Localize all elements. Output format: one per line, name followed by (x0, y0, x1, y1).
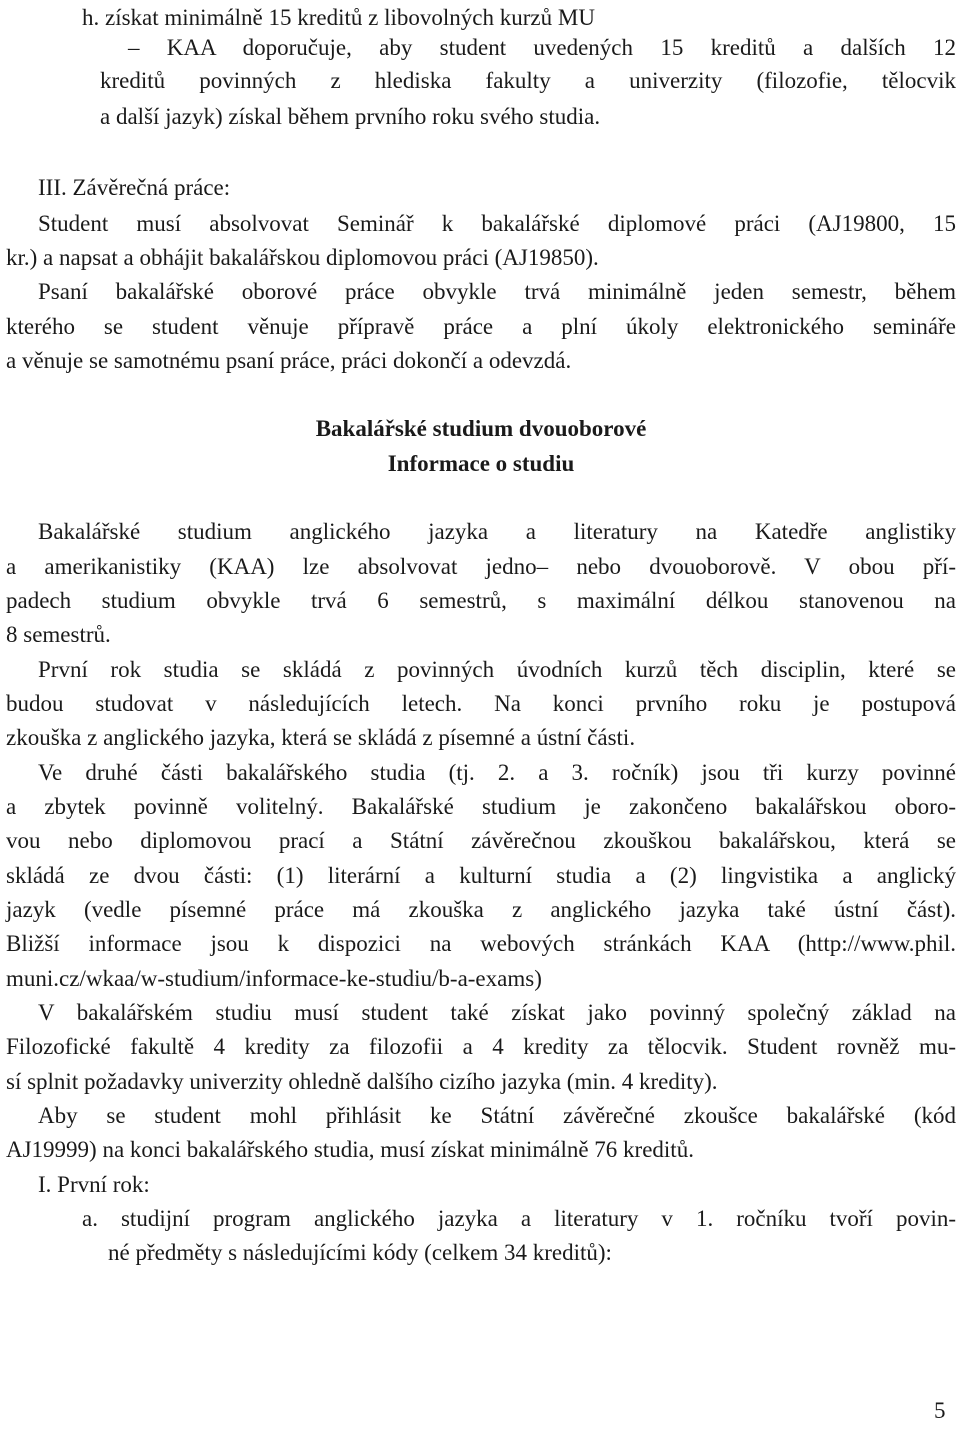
body-line-19: AJ19999) na konci bakalářského studia, musí získat minimálně 76 kreditů. (6, 1137, 694, 1162)
body-line-10: vou nebo diplomovou prací a Státní závěrečnou zkouškou bakalářskou, která se (6, 828, 956, 853)
body-line-4: 8 semestrů. (6, 622, 111, 647)
section-iii-line-4: kterého se student věnuje přípravě práce a plní úkoly elektronického semináře (6, 314, 956, 339)
body-line-18: Aby se student mohl přihlásit ke Státní závěrečné zkoušce bakalářské (kód (38, 1103, 956, 1128)
kaa-note-line-2: kreditů povinných z hlediska fakulty a univerzity (filozofie, tělocvik (100, 68, 956, 93)
list-item-h: h. získat minimálně 15 kreditů z libovolných kurzů MU (82, 5, 595, 30)
kaa-note-line-3: a další jazyk) získal během prvního roku svého studia. (100, 104, 601, 129)
first-year-heading: I. První rok: (38, 1172, 150, 1197)
first-year-item-a-line-2: né předměty s následujícími kódy (celkem 34 kreditů): (108, 1240, 612, 1265)
first-year-item-a-line-1: a. studijní program anglického jazyka a literatury v 1. ročníku tvoří povin- (82, 1206, 956, 1231)
section-iii-line-2: kr.) a napsat a obhájit bakalářskou diplomovou práci (AJ19850). (6, 245, 599, 270)
body-line-8: Ve druhé části bakalářského studia (tj. 2. a 3. ročník) jsou tři kurzy povinné (38, 760, 956, 785)
body-line-3: padech studium obvykle trvá 6 semestrů, s maximální délkou stanovenou na (6, 588, 956, 613)
body-line-9: a zbytek povinně volitelný. Bakalářské studium je zakončeno bakalářskou oboro- (6, 794, 956, 819)
body-line-17: sí splnit požadavky univerzity ohledně dalšího cizího jazyka (min. 4 kredity). (6, 1069, 718, 1094)
page-number: 5 (934, 1398, 946, 1423)
section-iii-line-3: Psaní bakalářské oborové práce obvykle trvá minimálně jeden semestr, během (38, 279, 956, 304)
body-line-12: jazyk (vedle písemné práce má zkouška z anglického jazyka také ústní část). (6, 897, 956, 922)
body-line-2: a amerikanistiky (KAA) lze absolvovat jedno– nebo dvouoborově. V obou pří- (6, 554, 956, 579)
body-line-15: V bakalářském studiu musí student také získat jako povinný společný základ na (38, 1000, 956, 1025)
kaa-note-line-1: – KAA doporučuje, aby student uvedených 15 kreditů a dalších 12 (128, 35, 956, 60)
body-line-6: budou studovat v následujících letech. Na konci prvního roku je postupová (6, 691, 956, 716)
section-title: Bakalářské studium dvouoborové (315, 416, 647, 441)
body-line-7: zkouška z anglického jazyka, která se skládá z písemné a ústní části. (6, 725, 636, 750)
body-line-1: Bakalářské studium anglického jazyka a literatury na Katedře anglistiky (38, 519, 956, 544)
body-line-5: První rok studia se skládá z povinných úvodních kurzů těch disciplin, které se (38, 657, 956, 682)
section-iii-line-1: Student musí absolvovat Seminář k bakalářské diplomové práci (AJ19800, 15 (38, 211, 956, 236)
section-iii-heading: III. Závěrečná práce: (38, 175, 231, 200)
body-line-11: skládá ze dvou části: (1) literární a kulturní studia a (2) lingvistika a anglický (6, 863, 956, 888)
section-subtitle: Informace o studiu (387, 451, 575, 476)
body-line-16: Filozofické fakultě 4 kredity za filozofii a 4 kredity za tělocvik. Student rovněž mu- (6, 1034, 956, 1059)
body-line-14: muni.cz/wkaa/w-studium/informace-ke-studiu/b-a-exams) (6, 966, 542, 991)
body-line-13: Bližší informace jsou k dispozici na webových stránkách KAA (http://www.phil. (6, 931, 956, 956)
section-iii-line-5: a věnuje se samotnému psaní práce, práci dokončí a odevzdá. (6, 348, 572, 373)
